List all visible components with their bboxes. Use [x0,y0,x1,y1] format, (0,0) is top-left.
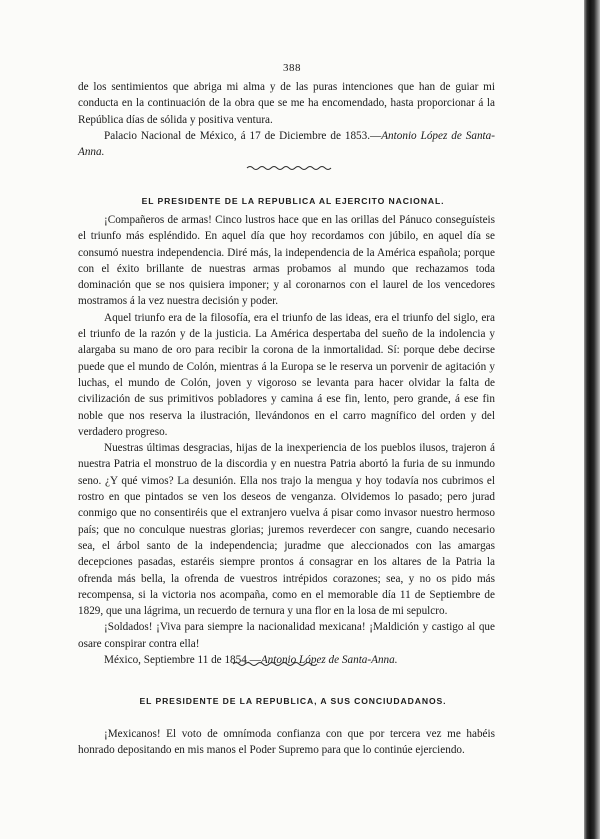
proclamation-citizens [78,726,495,759]
signoff-name: Antonio López de Santa-Anna. [78,129,495,159]
section-divider-ornament [245,164,335,172]
closing-block [78,79,495,160]
section-heading-army: EL PRESIDENTE DE LA REPUBLICA AL EJERCITO NACIONAL. [141,196,445,206]
section-heading-citizens: EL PRESIDENTE DE LA REPUBLICA, A SUS CONCIUDADANOS. [139,696,447,706]
signoff-place: Palacio Nacional de México, á 17 de Diciembre de 1853.— [104,129,382,142]
paragraph: ¡Soldados! ¡Viva para siempre la nacionalidad mexicana! ¡Maldición y castigo al que osare conspirar contra ella! [78,621,495,650]
continuation-paragraph: de los sentimientos que abriga mi alma y de las puras intenciones que han de guiar mi conducta en la continuación de la obra que se me ha encomendado, hasta proporcionar á la República días de sólida y positiva ventura. [78,81,495,126]
paragraph: Nuestras últimas desgracias, hijas de la inexperiencia de los pueblos ilusos, trajeron á nuestra Patria el monstruo de la discordia y en nuestra Patria abortó la furia de su inmundo seno. ¿Y qué vimos? La desunión. Ella nos trajo la mengua y hoy todavía nos cubrimos el rostro en que pintados se ven los deseos de venganza. Olvidemos lo pasado; pero jurad conmigo que no consentiréis que el extranjero vuelva á pisar como invasor nuestro hermoso país; que no conculque nuestras glorias; juremos reverdecer con sangre, cuando necesario sea, el árbol santo de la independencia; juradme que aleccionados con las amargas decepciones pasadas, estaréis siempre prontos á consagrar en los altares de la Patria la ofrenda más bella, la ofrenda de vuestros intrépidos corazones; sea, y no os pido más recompensa, si la victoria nos acompaña, como en el memorable día 11 de Septiembre de 1829, que una lágrima, un recuerdo de ternura y una flor en la losa de mi sepulcro. [78,442,495,618]
proclamation-army [78,212,495,668]
signoff-line [78,128,495,161]
section-divider-ornament [231,660,321,668]
signoff-place: México, Septiembre 11 de 1854.— [104,654,261,667]
scan-binding-edge [584,0,600,839]
signoff-name: Antonio López de Santa-Anna. [260,654,398,667]
paragraph: ¡Compañeros de armas! Cinco lustros hace que en las orillas del Pánuco conseguísteis el triunfo más espléndido. En aquel día que hoy recordamos con júbilo, en aquel día se consumó nuestra independencia. Diré más, la independencia de la América española; porque con el éxito brillante de nuestras armas probamos al mundo que rechazamos toda dominación que se nos quisiera imponer; y al coronarnos con el laurel de los vencedores mostramos á la vez nuestra decisión y poder. [78,214,495,308]
paragraph: Aquel triunfo era de la filosofía, era el triunfo de las ideas, era el triunfo del siglo, era el triunfo de la razón y de la justicia. La América despertaba del sueño de la indolencia y alargaba su mano de oro para recibir la corona de la inmortalidad. Sí: porque debe decirse puede que el mundo de Colón, mientras á la Europa se le reserva un porvenir de agitación y luchas, el mundo de Colón, joven y vigoroso se levanta para hacer olvidar la falta de civilización de sus primitivos pobladores y camina á ese fin, lento, pero grande, á ese fin noble que nos reserva la ilustración, llevándonos en el carro magnífico del orden y del verdadero progreso. [78,311,495,438]
page-number: 388 [283,62,301,74]
paragraph: ¡Mexicanos! El voto de omnímoda confianza con que por tercera vez me habéis honrado depositando en mis manos el Poder Supremo para que lo continúe ejerciendo. [78,728,495,757]
